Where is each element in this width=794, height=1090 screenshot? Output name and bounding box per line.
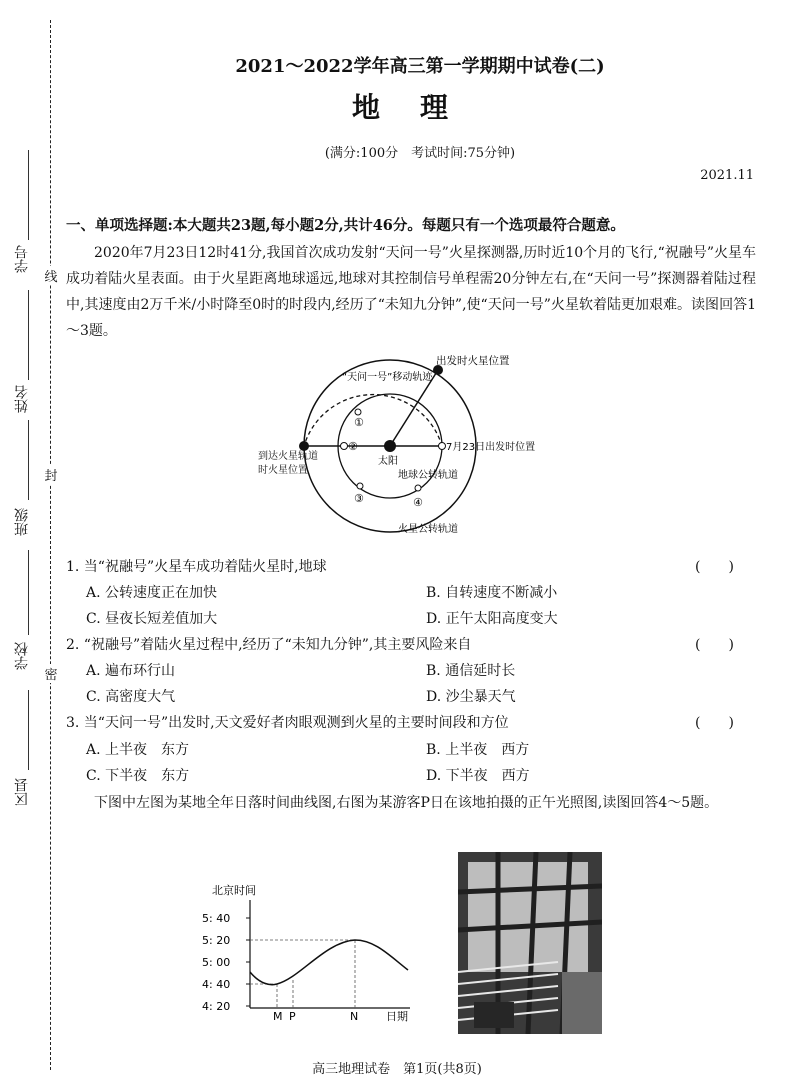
marker-4: ④ [413,496,423,509]
class-line[interactable] [28,420,29,500]
marker-1-dot [355,409,361,415]
marker-4-dot [415,485,421,491]
label-earth-orbit: 地球公转轨道 [398,470,458,481]
question-2-option-b[interactable]: B. 通信延时长 [426,663,516,679]
question-2-option-d[interactable]: D. 沙尘暴天气 [426,689,516,705]
label-arrive: 到达火星轨道时火星位置 [258,451,318,476]
label-probe-path: “天问一号”移动轨迹 [342,372,433,383]
sun-dot [384,440,396,452]
question-3-option-c[interactable]: C. 下半夜 东方 [86,768,190,784]
marker-2: ② [348,440,358,453]
question-1-option-b[interactable]: B. 自转速度不断减小 [426,585,558,601]
sunset-curve [250,940,408,985]
label-earth-launch: 7月23日出发时位置 [446,442,536,453]
question-1-option-d[interactable]: D. 正午太阳高度变大 [426,611,558,627]
y-tick-label: 4: 20 [202,1000,231,1013]
section2-intro: 下图中左图为某地全年日落时间曲线图,右图为某游客P日在该地拍摄的正午光照图,读图回答4～5题。 [94,795,719,811]
question-3-option-b[interactable]: B. 上半夜 西方 [426,742,530,758]
page-footer: 高三地理试卷 第1页(共8页) [312,1062,482,1077]
question-2-option-a[interactable]: A. 遍布环行山 [86,663,176,679]
chart-xlabel: 日期 [386,1010,408,1022]
question-1-answer[interactable]: ( ) [695,559,734,575]
label-student-id: 学号 [14,245,30,273]
question-3-option-d[interactable]: D. 下半夜 西方 [426,768,530,784]
question-2-answer[interactable]: ( ) [695,637,734,653]
seal-char-mi: 密 [42,664,60,683]
label-district: 区县 [14,778,30,806]
exam-date: 2021.11 [700,168,754,183]
question-3-answer[interactable]: ( ) [695,715,734,731]
y-tick-label: 5: 40 [202,912,231,925]
earth-point-dot [341,443,348,450]
seal-char-xian: 线 [42,266,60,285]
intro-paragraph: 2020年7月23日12时41分,我国首次成功发射“天问一号”火星探测器,历时近10个月的飞行,“祝融号”火星车成功着陆火星表面。由于火星距离地球遥远,地球对其控制信号单程需20分钟左右,在“天问一号”探测器着陆过程中,其速度由2万千米/小时降至0时的时段内,经历了“未知九分钟”,使“天问一号”火星软着陆更加艰难。读图回答1～3题。 [66,245,756,339]
school-line[interactable] [28,550,29,635]
district-line[interactable] [28,690,29,770]
chart-ylabel: 北京时间 [212,884,256,897]
student-id-line[interactable] [28,150,29,240]
question-3-option-a[interactable]: A. 上半夜 东方 [86,742,190,758]
marker-3: ③ [354,492,364,505]
label-launch-mars: 出发时火星位置 [436,355,510,367]
x-mark-p: P [289,1010,296,1022]
question-2-stem: 2. “祝融号”着陆火星过程中,经历了“未知九分钟”,其主要风险来自 [66,637,472,653]
question-2-option-c[interactable]: C. 高密度大气 [86,689,176,705]
question-1-option-c[interactable]: C. 昼夜长短差值加大 [86,611,218,627]
question-1-option-a[interactable]: A. 公转速度正在加快 [86,585,218,601]
x-mark-n: N [350,1010,359,1022]
question-1-stem: 1. 当“祝融号”火星车成功着陆火星时,地球 [66,559,327,575]
marker-1: ① [354,416,364,429]
label-class: 班级 [14,508,30,536]
earth-launch-dot [439,443,446,450]
orbit-diagram [250,350,550,546]
label-school: 学校 [14,642,30,670]
sunset-chart [190,880,422,1022]
label-mars-orbit: 火星公转轨道 [398,524,458,535]
label-name: 姓名 [14,385,30,413]
y-tick-label: 5: 00 [202,956,231,969]
exam-title: 2021～2022学年高三第一学期期中试卷(二) [235,56,605,77]
name-line[interactable] [28,290,29,380]
label-sun: 太阳 [378,456,398,467]
marker-3-dot [357,483,363,489]
seal-char-feng: 封 [42,465,60,484]
binding-dashed-line [50,20,51,1070]
question-3-stem: 3. 当“天问一号”出发时,天文爱好者肉眼观测到火星的主要时间段和方位 [66,715,509,731]
y-tick-label: 5: 20 [202,934,231,947]
y-tick-label: 4: 40 [202,978,231,991]
x-mark-m: M [273,1010,283,1022]
exam-info: (满分:100分 考试时间:75分钟) [324,146,516,161]
noon-light-photo [458,852,602,1034]
probe-path [304,395,442,446]
section-heading: 一、单项选择题:本大题共23题,每小题2分,共计46分。每题只有一个选项最符合题意。 [66,217,625,234]
exam-subject: 地理 [351,91,488,124]
